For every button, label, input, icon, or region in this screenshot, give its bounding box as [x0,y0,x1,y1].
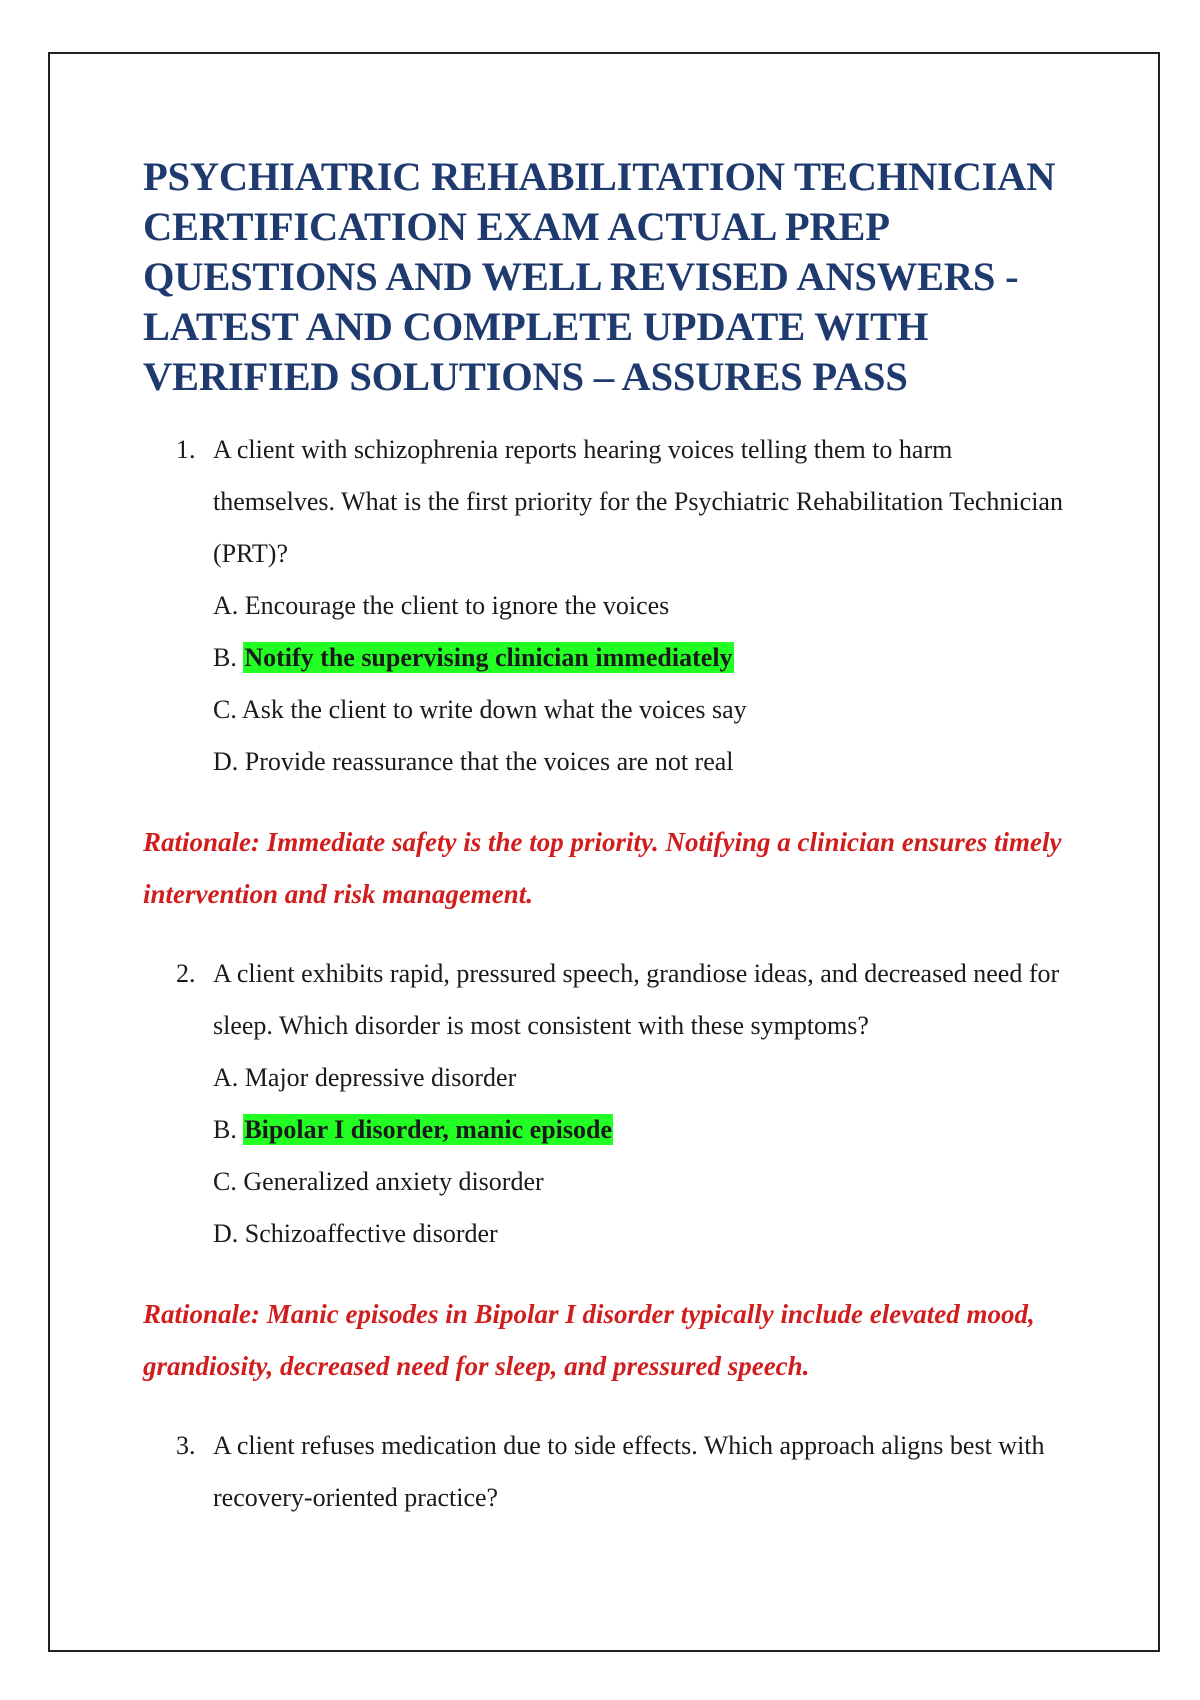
rationale-2: Rationale: Manic episodes in Bipolar I disorder typically include elevated mood, grandiosity, decreased need for sleep, and pressured speech. [143,1299,1035,1381]
option-d [213,736,1063,788]
question-3 [143,1420,1063,1524]
option-letter: D. [213,1219,239,1248]
question-text: A client refuses medication due to side effects. Which approach aligns best with recovery-oriented practice? [213,1431,1045,1512]
question-number: 2. [176,959,196,988]
option-text: Provide reassurance that the voices are not real [244,747,734,776]
correct-answer-highlight: Notify the supervising clinician immediately [244,643,733,672]
option-letter: C. [213,695,237,724]
option-text: Schizoaffective disorder [244,1219,498,1248]
option-letter: A. [213,1063,239,1092]
option-letter: B. [213,643,237,672]
question-2 [143,948,1063,1052]
question-text: A client exhibits rapid, pressured speech, grandiose ideas, and decreased need for sleep. Which disorder is most consistent with these symptoms? [213,959,1060,1040]
option-a [213,1052,1063,1104]
question-1 [143,424,1063,580]
answer-options-1 [213,580,1063,788]
document-title: PSYCHIATRIC REHABILITATION TECHNICIAN CERTIFICATION EXAM ACTUAL PREP QUESTIONS AND WELL REVISED ANSWERS - LATEST AND COMPLETE UPDATE WITH VERIFIED SOLUTIONS – ASSURES PASS [143,154,1056,399]
option-text: Generalized anxiety disorder [243,1167,544,1196]
option-text: Ask the client to write down what the voices say [241,695,747,724]
option-c [213,1156,1063,1208]
option-b [213,632,1063,684]
option-letter: C. [213,1167,237,1196]
option-d [213,1208,1063,1260]
option-text: Major depressive disorder [244,1063,517,1092]
answer-options-2 [213,1052,1063,1260]
option-letter: D. [213,747,239,776]
correct-answer-highlight: Bipolar I disorder, manic episode [244,1115,612,1144]
option-c [213,684,1063,736]
option-letter: B. [213,1115,237,1144]
question-number: 3. [176,1431,196,1460]
document-content [143,152,1063,1524]
question-text: A client with schizophrenia reports hearing voices telling them to harm themselves. What is the first priority for the Psychiatric Rehabilitation Technician (PRT)? [213,435,1063,568]
rationale-1: Rationale: Immediate safety is the top priority. Notifying a clinician ensures timely intervention and risk management. [143,827,1062,909]
option-letter: A. [213,591,239,620]
option-a [213,580,1063,632]
question-number: 1. [176,435,196,464]
option-text: Encourage the client to ignore the voices [244,591,670,620]
option-b [213,1104,1063,1156]
